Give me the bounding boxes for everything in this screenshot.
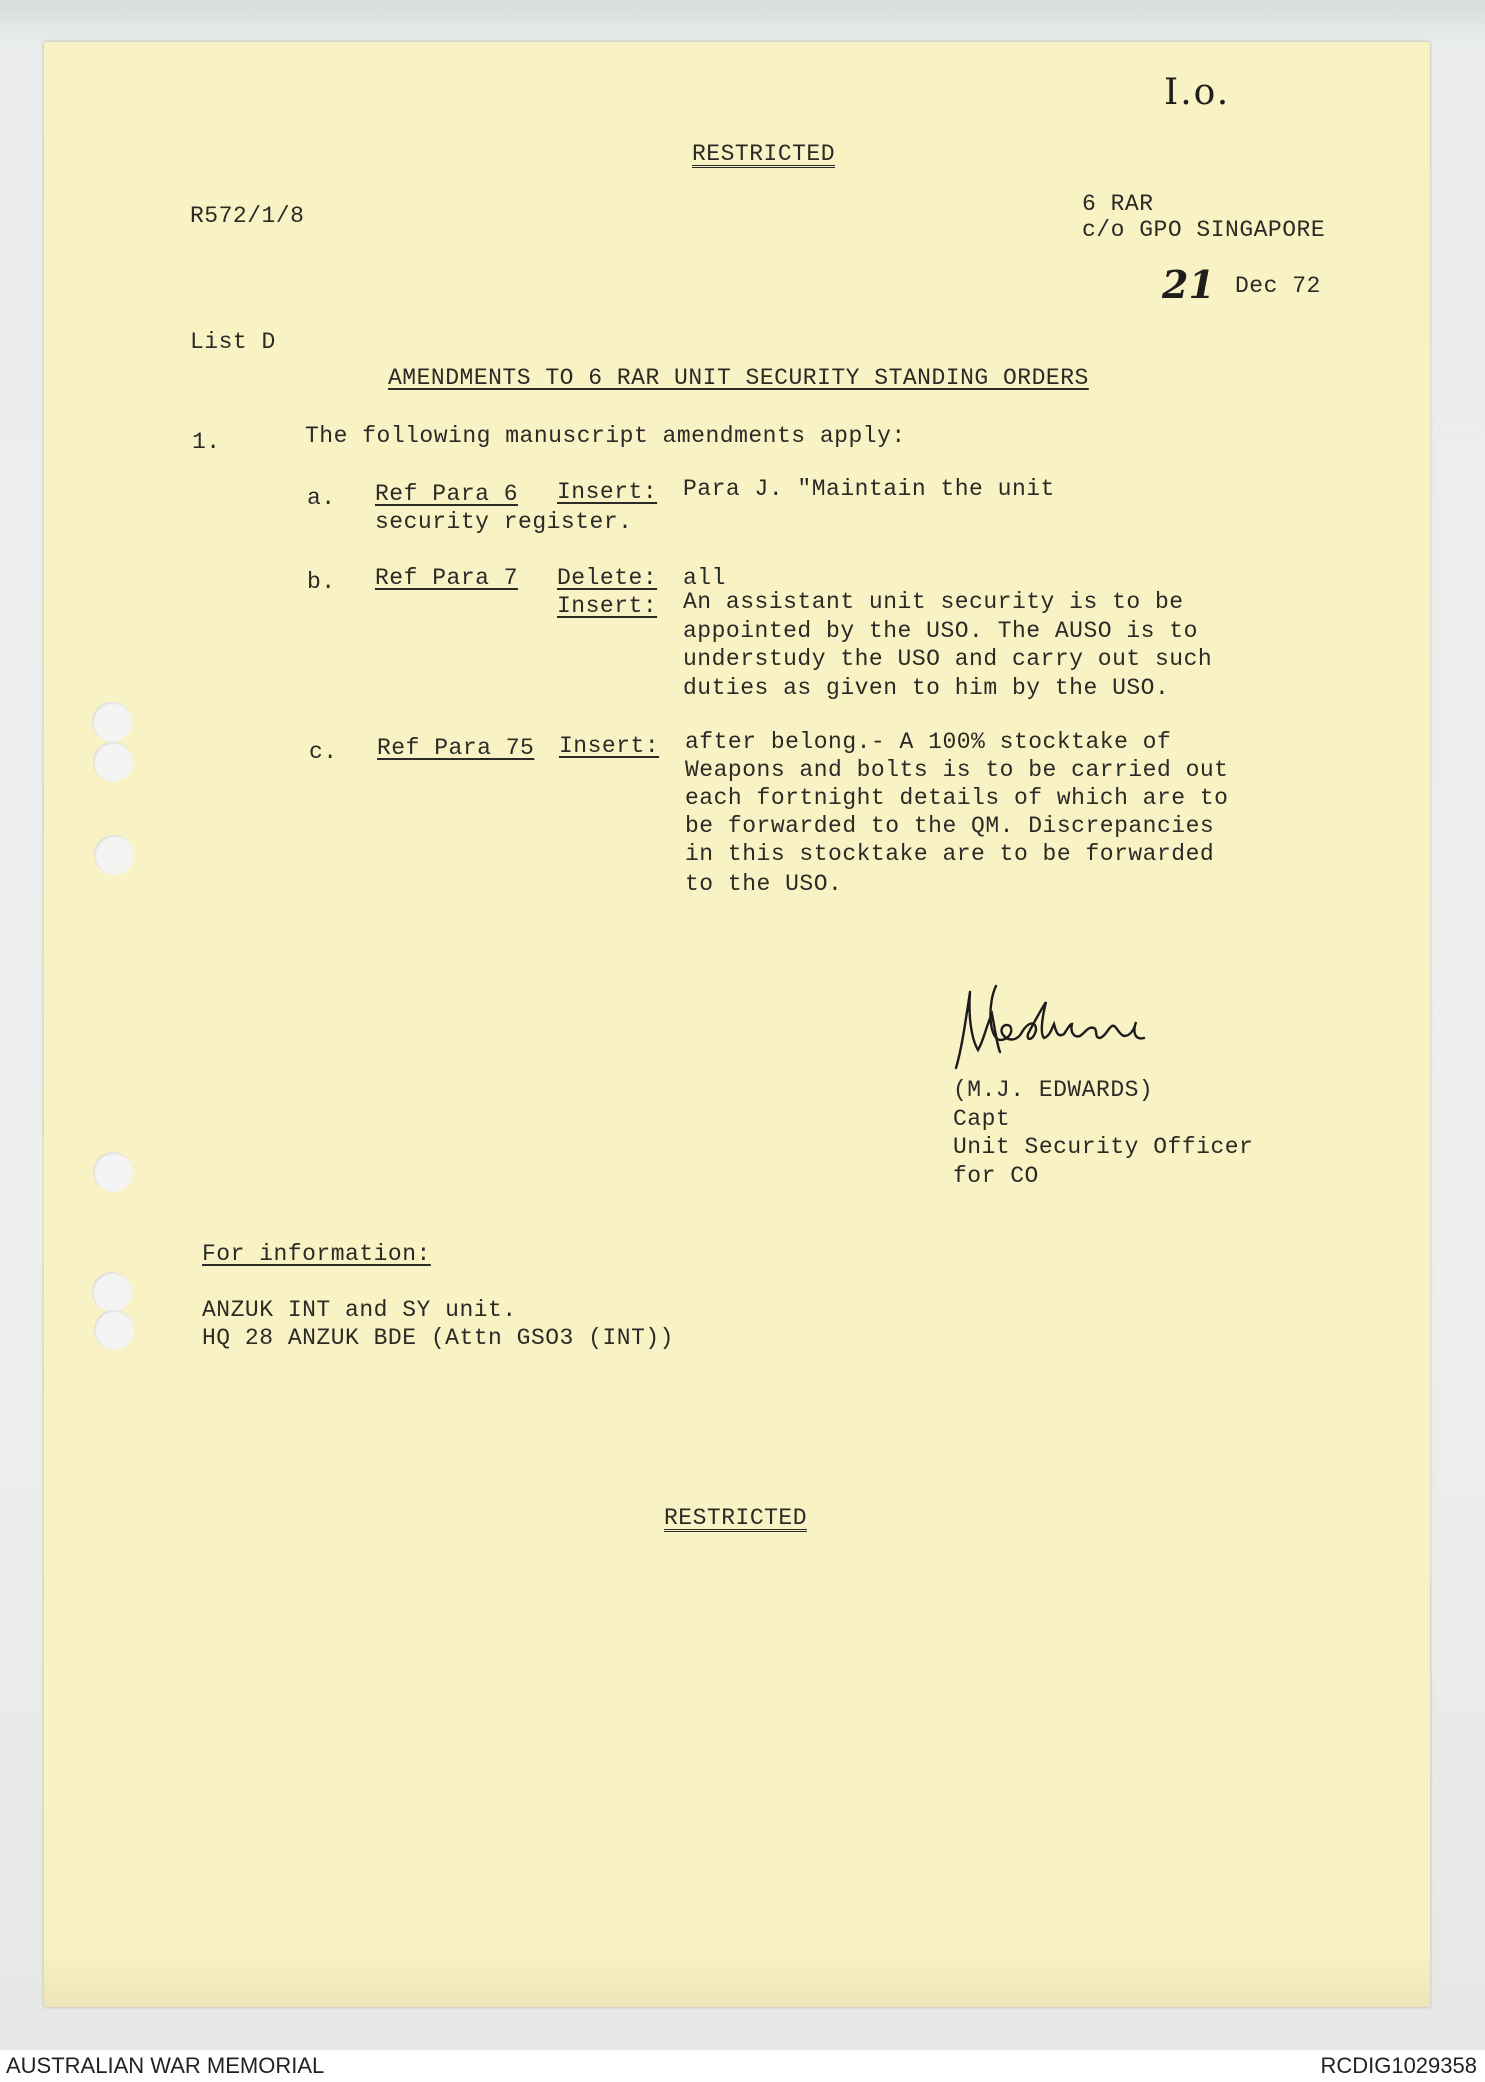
punch-hole: [94, 1310, 134, 1350]
distribution-line: ANZUK INT and SY unit.: [202, 1297, 517, 1323]
paragraph-intro: The following manuscript amendments apply:: [305, 423, 906, 449]
punch-hole: [93, 1152, 133, 1192]
archive-footer-right: RCDIG1029358: [1320, 2053, 1477, 2078]
item-b-action-delete: Delete:: [557, 565, 658, 591]
item-letter-b: b.: [307, 569, 336, 595]
item-c-text-line: in this stocktake are to be forwarded: [685, 841, 1215, 867]
item-a-action: Insert:: [557, 479, 658, 505]
item-c-action: Insert:: [559, 733, 660, 759]
address-line-2: c/o GPO SINGAPORE: [1082, 217, 1326, 243]
item-a-reference: Ref Para 6: [375, 481, 519, 507]
punch-hole: [93, 742, 133, 782]
classification-top: RESTRICTED: [692, 141, 836, 167]
scanner-edge: [0, 0, 1485, 44]
punch-hole: [92, 702, 132, 742]
document-title: AMENDMENTS TO 6 RAR UNIT SECURITY STANDING ORDERS: [388, 365, 1089, 391]
item-c-text-line: Weapons and bolts is to be carried out: [685, 757, 1229, 783]
page-shadow: [44, 1947, 1430, 2007]
list-label: List D: [190, 329, 276, 355]
handwritten-signature: [948, 978, 1158, 1078]
signatory-rank: Capt: [953, 1106, 1011, 1132]
item-a-text: Para J. "Maintain the unit: [683, 476, 1055, 502]
item-c-text-line: each fortnight details of which are to: [685, 785, 1229, 811]
item-c-text-line: after belong.- A 100% stocktake of: [685, 729, 1172, 755]
distribution-line: HQ 28 ANZUK BDE (Attn GSO3 (INT)): [202, 1325, 674, 1351]
punch-hole: [92, 1272, 132, 1312]
file-reference: R572/1/8: [190, 203, 305, 229]
signatory-name: (M.J. EDWARDS): [953, 1077, 1154, 1103]
punch-hole: [94, 835, 134, 875]
item-b-action-insert: Insert:: [557, 593, 658, 619]
address-line-1: 6 RAR: [1082, 191, 1154, 217]
item-c-text-line: be forwarded to the QM. Discrepancies: [685, 813, 1215, 839]
item-b-text-line: understudy the USO and carry out such: [683, 646, 1213, 672]
paragraph-number: 1.: [192, 429, 221, 455]
distribution-heading: For information:: [202, 1241, 431, 1267]
classification-bottom: RESTRICTED: [664, 1505, 808, 1531]
item-c-text-line: to the USO.: [685, 871, 843, 897]
item-c-reference: Ref Para 75: [377, 735, 535, 761]
handwritten-annotation: I.o.: [1164, 72, 1231, 113]
date-month-year: Dec 72: [1235, 273, 1321, 299]
item-letter-a: a.: [307, 485, 336, 511]
item-a-continuation: security register.: [375, 509, 633, 535]
item-b-text-line: An assistant unit security is to be: [683, 589, 1184, 615]
handwritten-day: 21: [1162, 262, 1215, 307]
item-letter-c: c.: [309, 739, 338, 765]
item-b-text-line: all: [683, 565, 726, 591]
signatory-appointment: Unit Security Officer: [953, 1134, 1254, 1160]
item-b-text-line: duties as given to him by the USO.: [683, 675, 1170, 701]
item-b-reference: Ref Para 7: [375, 565, 519, 591]
item-b-text-line: appointed by the USO. The AUSO is to: [683, 618, 1198, 644]
archive-footer-left: AUSTRALIAN WAR MEMORIAL: [6, 2053, 325, 2078]
signatory-for: for CO: [953, 1163, 1039, 1189]
